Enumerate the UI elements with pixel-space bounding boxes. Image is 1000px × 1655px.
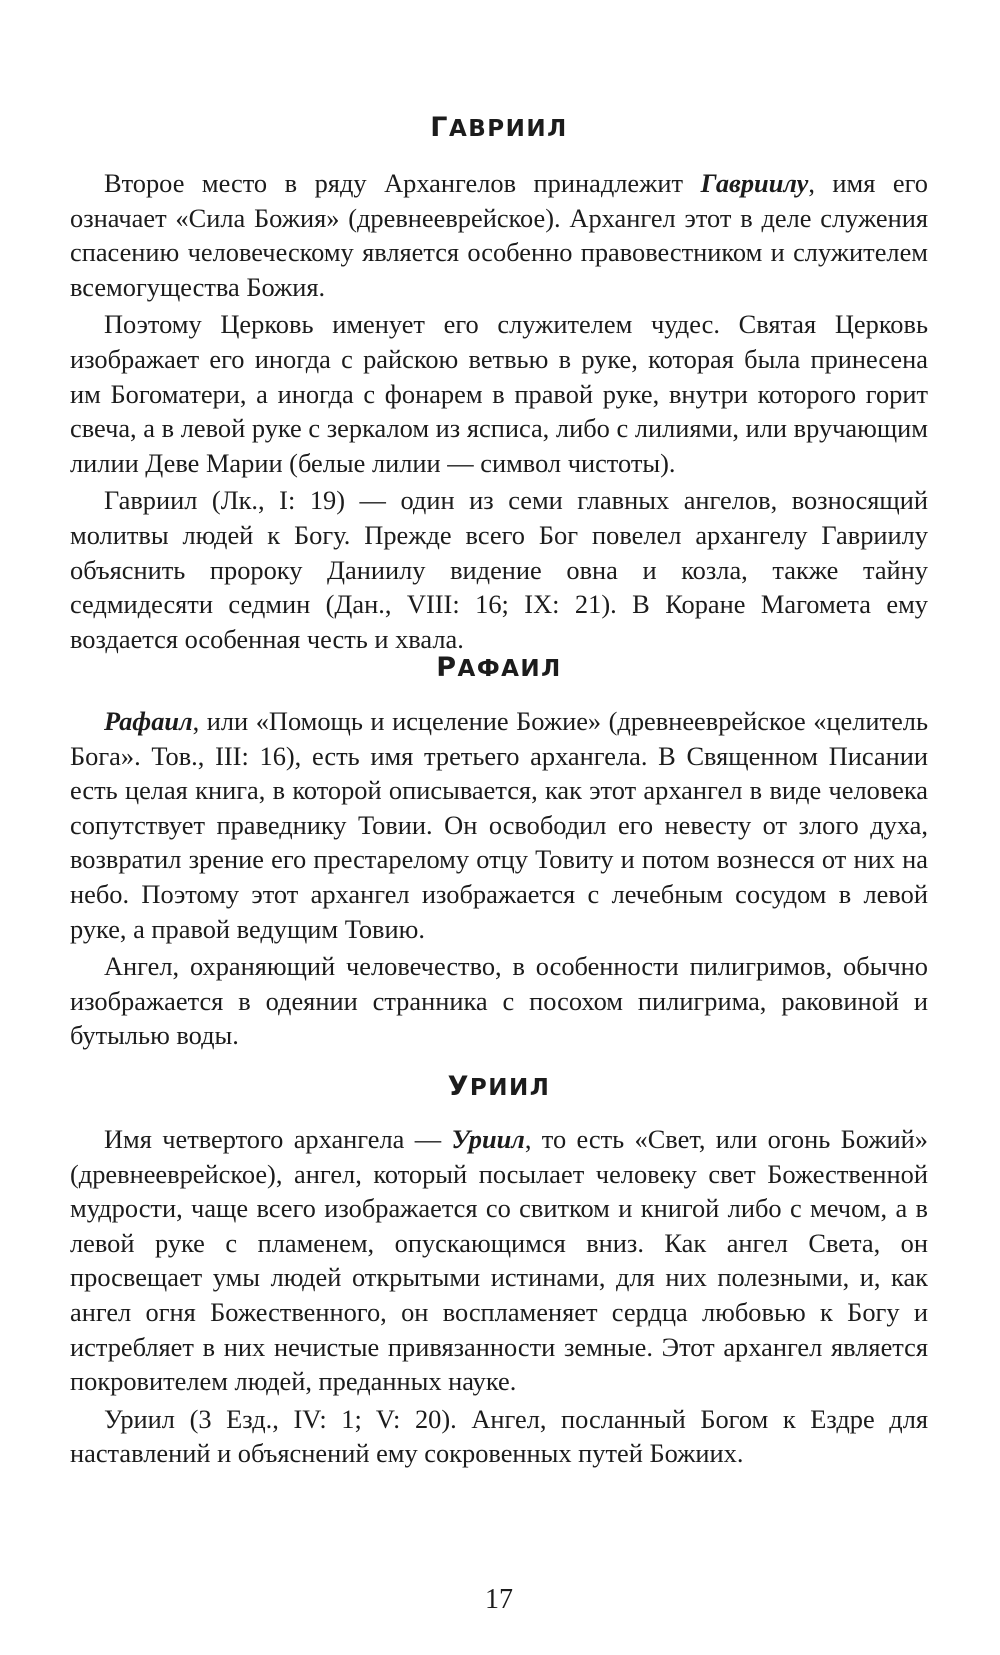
paragraph: Ангел, охраняющий человечество, в особенности пилигримов, обычно изображается в одеянии странника с посохом пилигрима, раковиной и бутылью воды. <box>70 951 928 1051</box>
page-number: 17 <box>485 1584 513 1615</box>
section-body-uriel <box>70 1122 928 1471</box>
section-title-gabriel: ГАВРИИЛ <box>430 112 568 143</box>
paragraph: Имя четвертого архангела — Уриил, то есть «Свет, или огонь Божий» (древнееврейское), ангел, который посылает человеку свет Божественной мудрости, чаще всего изображается со свитком и книгой либо с мечом, а в левой руке с пламенем, опускающимся вниз. Как ангел Света, он просвещает умы людей открытыми истинами, для них полезными, и, как ангел огня Божественного, он воспламеняет сердца любовью к Богу и истребляет в них нечистые привязанности земные. Этот архангел является покровителем людей, преданных науке. <box>70 1124 928 1397</box>
paragraph: Уриил (3 Езд., IV: 1; V: 20). Ангел, посланный Богом к Ездре для наставлений и объяснений ему сокровенных путей Божиих. <box>70 1403 928 1469</box>
book-page <box>70 0 928 1655</box>
emphasis-name: Рафаил <box>104 706 193 736</box>
emphasis-name: Гавриилу <box>700 168 809 198</box>
paragraph: Рафаил, или «Помощь и исцеление Божие» (древнееврейское «целитель Бога». Тов., III: 16), есть имя третьего архангела. В Священном Писании есть целая книга, в которой описывается, как этот архангел в виде человека сопутствует праведнику Товии. Он освободил его невесту от злого духа, возвратил зрение его престарелому отцу Товиту и потом вознесся от них на небо. Поэтому этот архангел изображается с лечебным сосудом в левой руке, а правой ведущим Товию. <box>70 706 928 944</box>
paragraph: Гавриил (Лк., I: 19) — один из семи главных ангелов, возносящий молитвы людей к Богу. Прежде всего Бог повелел архангелу Гавриилу объяснить пророку Даниилу видение овна и козла, также тайну седмидесяти седмин (Дан., VIII: 16; IX: 21). В Коране Магомета ему воздается особенная честь и хвала. <box>70 485 928 654</box>
paragraph: Поэтому Церковь именует его служителем чудес. Святая Церковь изображает его иногда с райскою ветвью в руке, которая была принесена им Богоматери, а иногда с фонарем в правой руке, внутри которого горит свеча, а в левой руке с зеркалом из ясписа, либо с лилиями, или вручающим лилии Деве Марии (белые лилии — символ чистоты). <box>70 309 928 478</box>
section-title-raphael: РАФАИЛ <box>436 652 562 683</box>
section-title-uriel: УРИИЛ <box>447 1071 551 1102</box>
emphasis-name: Уриил <box>451 1124 525 1154</box>
section-body-gabriel <box>70 166 928 656</box>
paragraph: Второе место в ряду Архангелов принадлежит Гавриилу, имя его означает «Сила Божия» (древнееврейское). Архангел этот в деле служения спасению человеческому является особенно правовестником и служителем всемогущества Божия. <box>70 168 928 302</box>
section-body-raphael <box>70 704 928 1053</box>
